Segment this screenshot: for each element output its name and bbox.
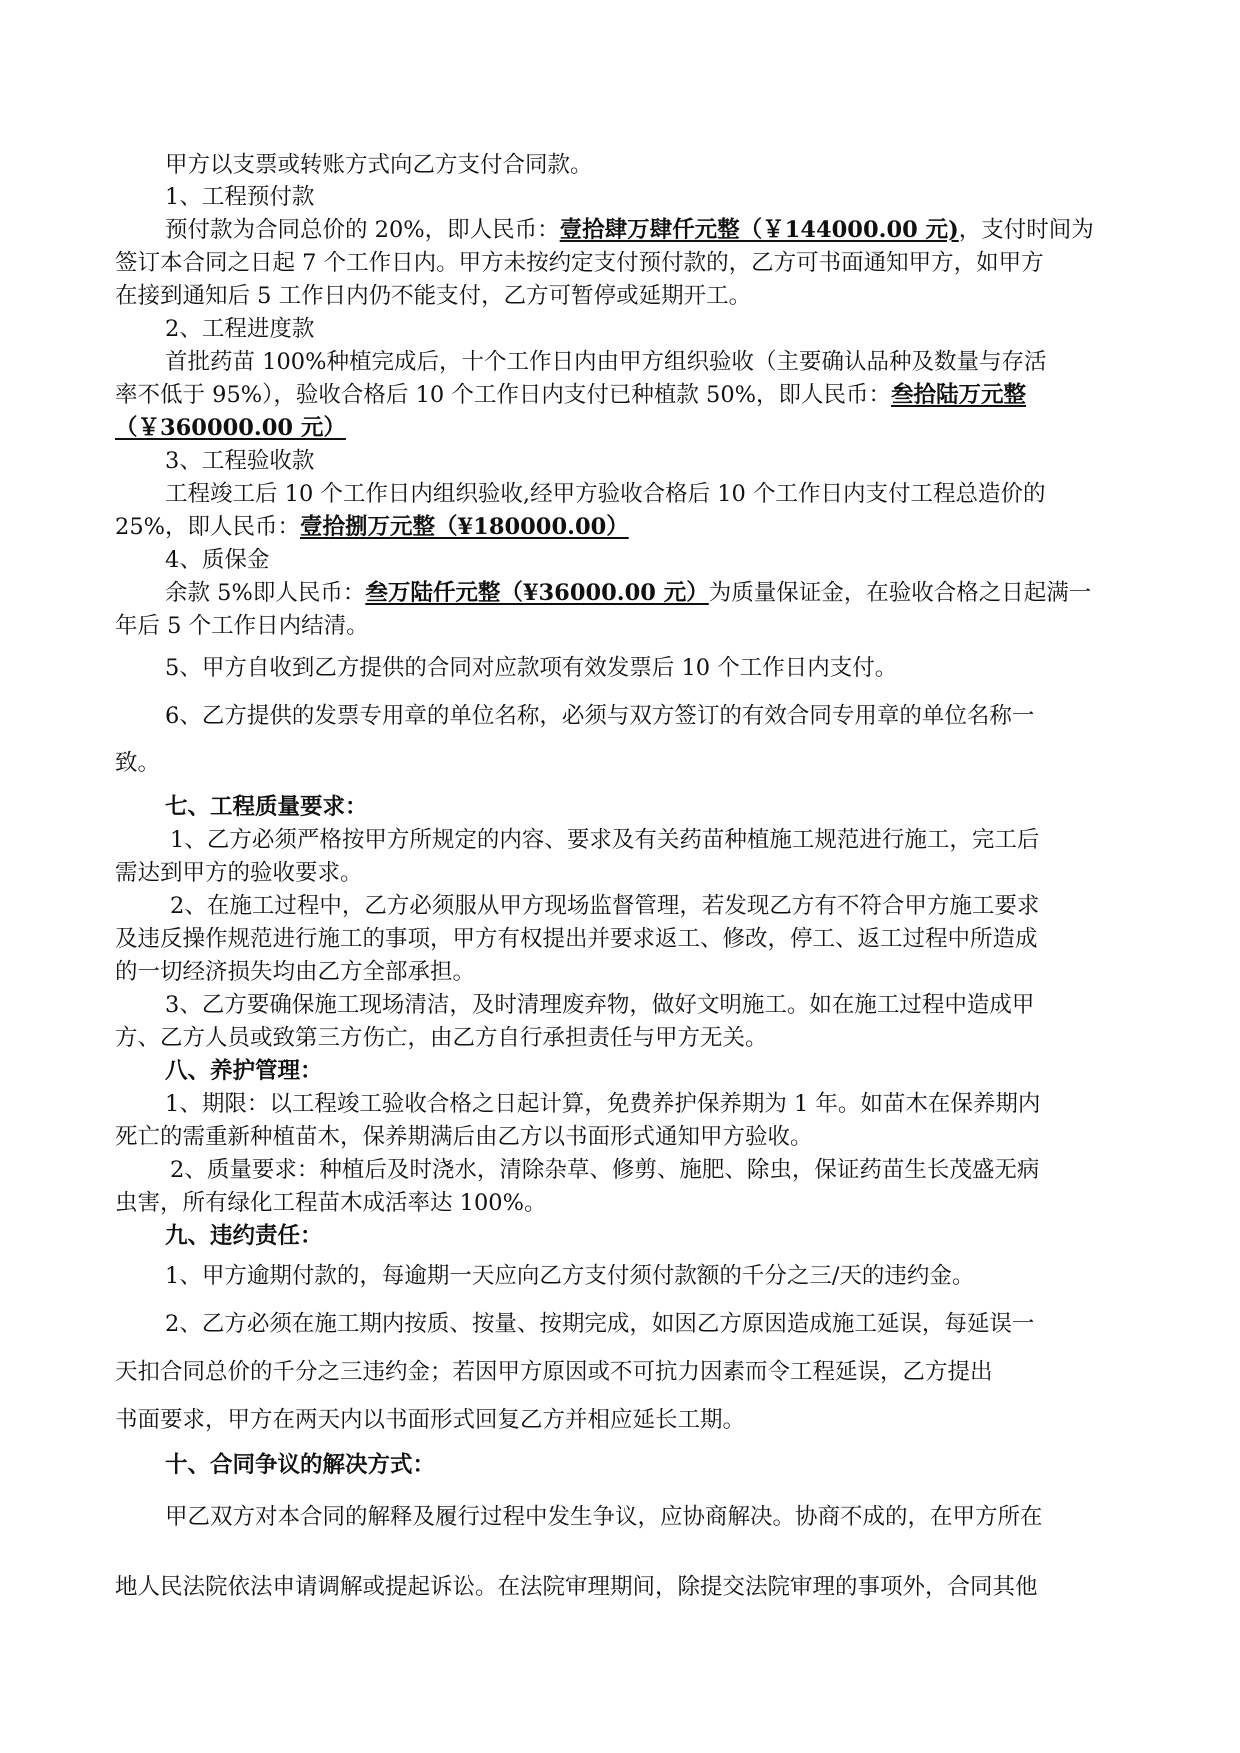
progress-payment-heading: 2、工程进度款: [165, 316, 315, 342]
section-10-line-2: 地人民法院依法申请调解或提起诉讼。在法院审理期间，除提交法院审理的事项外，合同其他: [115, 1574, 1038, 1600]
retention-amount: 叁万陆仟元整（¥36000.00 元）: [365, 580, 709, 606]
section-7-p1-line-1: 1、乙方必须严格按甲方所规定的内容、要求及有关药苗种植施工规范进行施工，完工后: [170, 827, 1040, 853]
section-8-p1-line-1: 1、期限：以工程竣工验收合格之日起计算，免费养护保养期为 1 年。如苗木在保养期内: [165, 1091, 1041, 1117]
acceptance-payment-line-2: [115, 514, 629, 541]
invoice-seal-clause-line-1: 6、乙方提供的发票专用章的单位名称，必须与双方签订的有效合同专用章的单位名称一: [165, 703, 1035, 729]
section-10-line-1: 甲乙双方对本合同的解释及履行过程中发生争议，应协商解决。协商不成的，在甲方所在: [165, 1504, 1043, 1530]
section-8-p2-line-1: 2、质量要求：种植后及时浇水，清除杂草、修剪、施肥、除虫，保证药苗生长茂盛无病: [170, 1157, 1040, 1183]
retention-heading: 4、质保金: [165, 547, 270, 573]
section-7-p3-line-2: 方、乙方人员或致第三方伤亡，由乙方自行承担责任与甲方无关。: [115, 1025, 768, 1051]
progress-payment-text: 率不低于 95%），验收合格后 10 个工作日内支付已种植款 50%，即人民币：: [115, 382, 892, 408]
section-9-p2-line-1: 2、乙方必须在施工期内按质、按量、按期完成，如因乙方原因造成施工延误，每延误一: [165, 1311, 1035, 1337]
retention-line-1: [165, 580, 1091, 607]
section-7-p1-line-2: 需达到甲方的验收要求。: [115, 860, 363, 886]
section-8-p1-line-2: 死亡的需重新种植苗木，保养期满后由乙方以书面形式通知甲方验收。: [115, 1124, 813, 1150]
section-8-p2-line-2: 虫害，所有绿化工程苗木成活率达 100%。: [115, 1190, 547, 1216]
retention-text: 余款 5%即人民币：: [165, 580, 366, 606]
section-7-p2-line-3: 的一切经济损失均由乙方全部承担。: [115, 959, 476, 985]
acceptance-payment-amount: 壹拾捌万元整（¥180000.00）: [300, 514, 629, 540]
retention-text-end: 为质量保证金，在验收合格之日起满一: [708, 580, 1092, 606]
invoice-payment-clause: 5、甲方自收到乙方提供的合同对应款项有效发票后 10 个工作日内支付。: [165, 655, 898, 681]
acceptance-payment-heading: 3、工程验收款: [165, 448, 315, 474]
advance-payment-text: 预付款为合同总价的 20%，即人民币：: [165, 217, 560, 243]
section-9-p2-line-2: 天扣合同总价的千分之三违约金；若因甲方原因或不可抗力因素而令工程延误，乙方提出: [115, 1359, 993, 1385]
retention-line-2: 年后 5 个工作日内结清。: [115, 613, 369, 639]
section-9-p2-line-3: 书面要求，甲方在两天内以书面形式回复乙方并相应延长工期。: [115, 1407, 746, 1433]
section-7-p3-line-1: 3、乙方要确保施工现场清洁，及时清理废弃物，做好文明施工。如在施工过程中造成甲: [165, 992, 1035, 1018]
section-7-p2-line-2: 及违反操作规范进行施工的事项，甲方有权提出并要求返工、修改，停工、返工过程中所造成: [115, 926, 1038, 952]
acceptance-payment-line-1: 工程竣工后 10 个工作日内组织验收,经甲方验收合格后 10 个工作日内支付工程总造价的: [165, 481, 1046, 507]
advance-payment-line-1: [165, 217, 1094, 244]
acceptance-payment-text: 25%，即人民币：: [115, 514, 301, 540]
progress-payment-amount: 叁拾陆万元整: [891, 382, 1027, 408]
progress-payment-line-1: 首批药苗 100%种植完成后，十个工作日内由甲方组织验收（主要确认品种及数量与存活: [165, 349, 1047, 375]
section-9-heading: 九、违约责任：: [165, 1223, 323, 1249]
progress-payment-amount-figure: （￥360000.00 元）: [115, 415, 346, 441]
section-8-heading: 八、养护管理：: [165, 1058, 323, 1084]
section-7-p2-line-1: 2、在施工过程中，乙方必须服从甲方现场监督管理，若发现乙方有不符合甲方施工要求: [170, 893, 1040, 919]
section-10-heading: 十、合同争议的解决方式：: [165, 1452, 436, 1478]
invoice-seal-clause-line-2: 致。: [115, 750, 161, 776]
section-7-heading: 七、工程质量要求：: [165, 794, 368, 820]
advance-payment-amount: 壹拾肆万肆仟元整（￥144000.00 元): [559, 217, 959, 243]
progress-payment-line-2: [115, 382, 1026, 409]
payment-intro: 甲方以支票或转账方式向乙方支付合同款。: [165, 152, 593, 178]
section-9-p1: 1、甲方逾期付款的，每逾期一天应向乙方支付须付款额的千分之三/天的违约金。: [165, 1263, 975, 1289]
advance-payment-heading: 1、工程预付款: [165, 184, 315, 210]
advance-payment-line-3: 在接到通知后 5 工作日内仍不能支付，乙方可暂停或延期开工。: [115, 283, 752, 309]
advance-payment-text-end: ，支付时间为: [958, 217, 1094, 243]
advance-payment-line-2: 签订本合同之日起 7 个工作日内。甲方未按约定支付预付款的，乙方可书面通知甲方，如甲方: [115, 250, 1044, 276]
